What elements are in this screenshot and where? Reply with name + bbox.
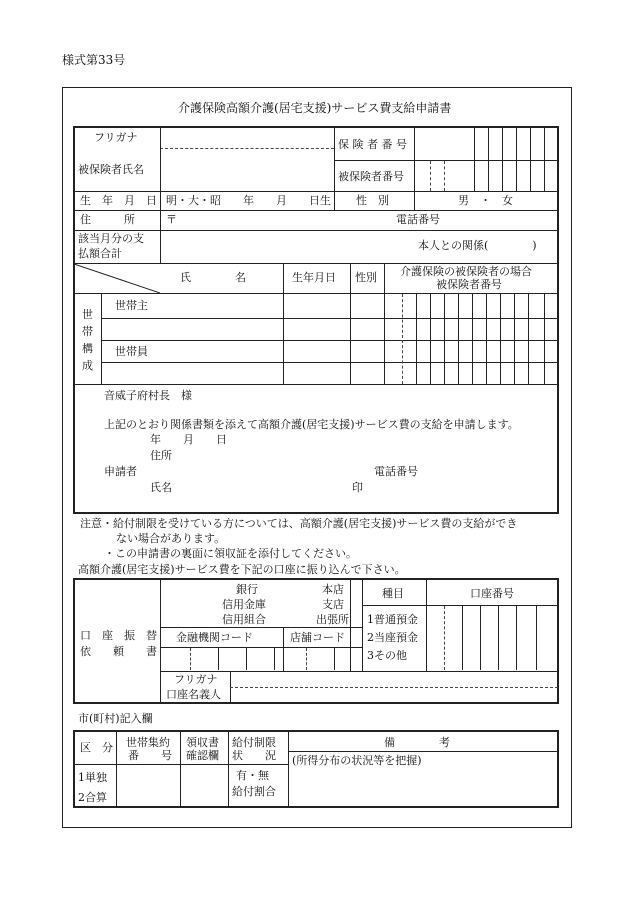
office-section-title: 市(町村)記入欄: [78, 712, 153, 725]
limit-value: 有・無: [236, 769, 269, 782]
group-char: 成: [82, 359, 93, 372]
col-category: 区 分: [80, 741, 113, 754]
birth-value: 明・大・昭 年 月 日生: [166, 194, 331, 207]
branch-code-label: 店舗コード: [290, 631, 345, 644]
account-kind: 2当座預金: [367, 631, 418, 644]
date-field: 年 月 日: [150, 433, 227, 446]
group-char: 世: [82, 308, 93, 321]
sex-value: 男 ・ 女: [458, 194, 513, 207]
category-single: 1単独: [78, 771, 107, 784]
note-line-2: ない場合があります。: [116, 532, 226, 545]
col-limit: 給付制限: [232, 736, 276, 749]
bank-type: 信用組合: [222, 613, 266, 626]
bank-type: 信用金庫: [222, 598, 266, 611]
insured-number-label: 被保険者番号: [338, 170, 404, 183]
household-member: 世帯員: [115, 345, 148, 358]
sex-label: 性 別: [356, 194, 389, 207]
col-receipt-2: 確認欄: [186, 749, 219, 762]
form-title: 介護保険高額介護(居宅支援)サービス費支給申請書: [178, 101, 452, 115]
statement: 上記のとおり関係書類を添えて高額介護(居宅支援)サービス費の支給を申請します。: [104, 418, 519, 431]
col-household: 世帯集約: [126, 736, 170, 749]
furigana-label: フリガナ: [94, 131, 138, 144]
insured-name-label: 被保険者氏名: [78, 163, 144, 176]
monthly-total-label: 該当月分の支: [78, 232, 144, 245]
note-line-4: 高額介護(居宅支援)サービス費を下記の口座に振り込んで下さい。: [78, 563, 406, 576]
category-combined: 2合算: [78, 791, 107, 804]
col-limit-2: 状 況: [232, 749, 276, 762]
account-number-label: 口座番号: [470, 587, 514, 600]
addressee: 音威子府村長 様: [104, 389, 192, 402]
col-name: 氏 名: [180, 271, 246, 284]
holder-furigana: フリガナ: [174, 673, 218, 686]
col-note-2: 被保険者番号: [436, 278, 502, 291]
household-head: 世帯主: [115, 299, 148, 312]
applicant-name: 氏名: [150, 481, 172, 494]
postal-mark: 〒: [166, 213, 177, 226]
col-receipt: 領収書: [186, 736, 219, 749]
limit-ratio: 給付割合: [232, 785, 276, 798]
bank-type: 銀行: [236, 583, 258, 596]
form-number: 様式第33号: [62, 53, 126, 67]
kind-label: 種目: [382, 587, 404, 600]
col-sex: 性別: [355, 271, 377, 284]
col-remarks: 備 考: [384, 736, 450, 749]
relation-label: 本人との関係( ): [418, 239, 537, 252]
applicant-phone: 電話番号: [374, 465, 418, 478]
seal-mark: 印: [352, 481, 363, 494]
applicant-address: 住所: [150, 449, 172, 462]
account-kind: 3その他: [367, 649, 407, 662]
group-char: 帯: [82, 325, 93, 338]
branch-type: 支店: [322, 598, 344, 611]
note-line-1: 注意・給付制限を受けている方については、高額介護(居宅支援)サービス費の支給ができ: [80, 517, 518, 530]
col-birth: 生年月日: [292, 271, 336, 284]
monthly-total-label-2: 払額合計: [78, 247, 122, 260]
phone-label: 電話番号: [396, 213, 440, 226]
address-label: 住 所: [80, 213, 135, 226]
branch-type: 本店: [322, 583, 344, 596]
col-household-2: 番 号: [128, 749, 172, 762]
account-holder: 口座名義人: [166, 688, 221, 701]
note-line-3: ・この申請書の裏面に領収証を添付してください。: [104, 547, 357, 560]
applicant-label: 申請者: [104, 465, 137, 478]
bank-label-1: 口 座 振 替: [80, 629, 157, 642]
account-kind: 1普通預金: [367, 613, 418, 626]
group-char: 構: [82, 342, 93, 355]
col-note: 介護保険の被保険者の場合: [400, 265, 532, 278]
birth-label: 生 年 月 日: [80, 194, 157, 207]
diagonal-line: [74, 264, 160, 293]
remarks-note: (所得分布の状況等を把握): [292, 754, 422, 767]
bank-code-label: 金融機関コード: [176, 631, 253, 644]
bank-label-2: 依 頼 書: [80, 645, 157, 658]
insurer-number-label: 保 険 者 番 号: [338, 138, 407, 151]
branch-type: 出張所: [316, 613, 349, 626]
